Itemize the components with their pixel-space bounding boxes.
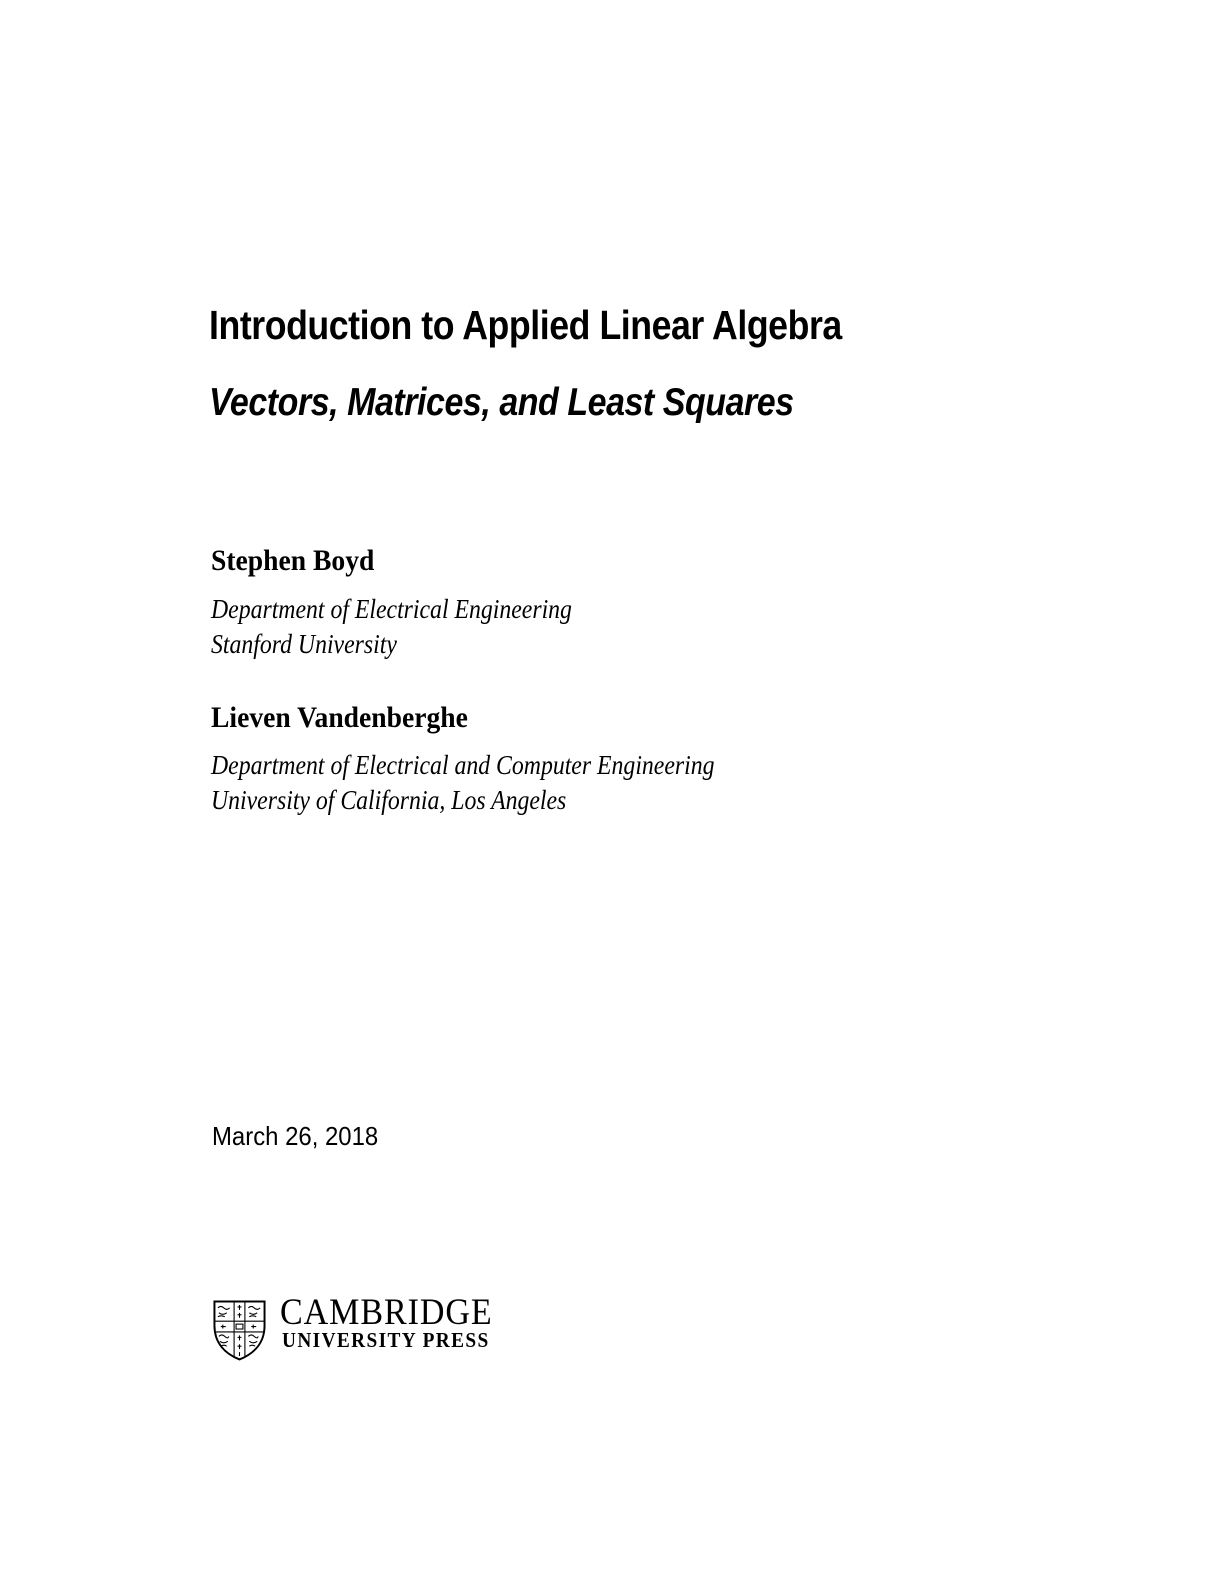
author-2-affiliation	[211, 748, 714, 818]
publisher-name-cambridge: CAMBRIDGE	[280, 1292, 493, 1333]
author-2-affiliation-line-1: Department of Electrical and Computer Engineering	[211, 750, 715, 780]
publisher-logo	[212, 1292, 512, 1369]
author-name-1: Stephen Boyd	[211, 544, 375, 577]
author-1-affiliation-line-1: Department of Electrical Engineering	[211, 594, 572, 624]
author-2-affiliation-line-2: University of California, Los Angeles	[211, 785, 567, 815]
publisher-name-university-press: UNIVERSITY PRESS	[282, 1328, 490, 1352]
cambridge-shield-icon	[212, 1299, 267, 1367]
author-1-affiliation	[211, 592, 572, 662]
author-name-2: Lieven Vandenberghe	[211, 701, 468, 734]
book-title: Introduction to Applied Linear Algebra	[209, 302, 842, 349]
publication-date: March 26, 2018	[212, 1121, 379, 1151]
book-subtitle: Vectors, Matrices, and Least Squares	[209, 381, 794, 425]
author-1-affiliation-line-2: Stanford University	[211, 629, 397, 659]
